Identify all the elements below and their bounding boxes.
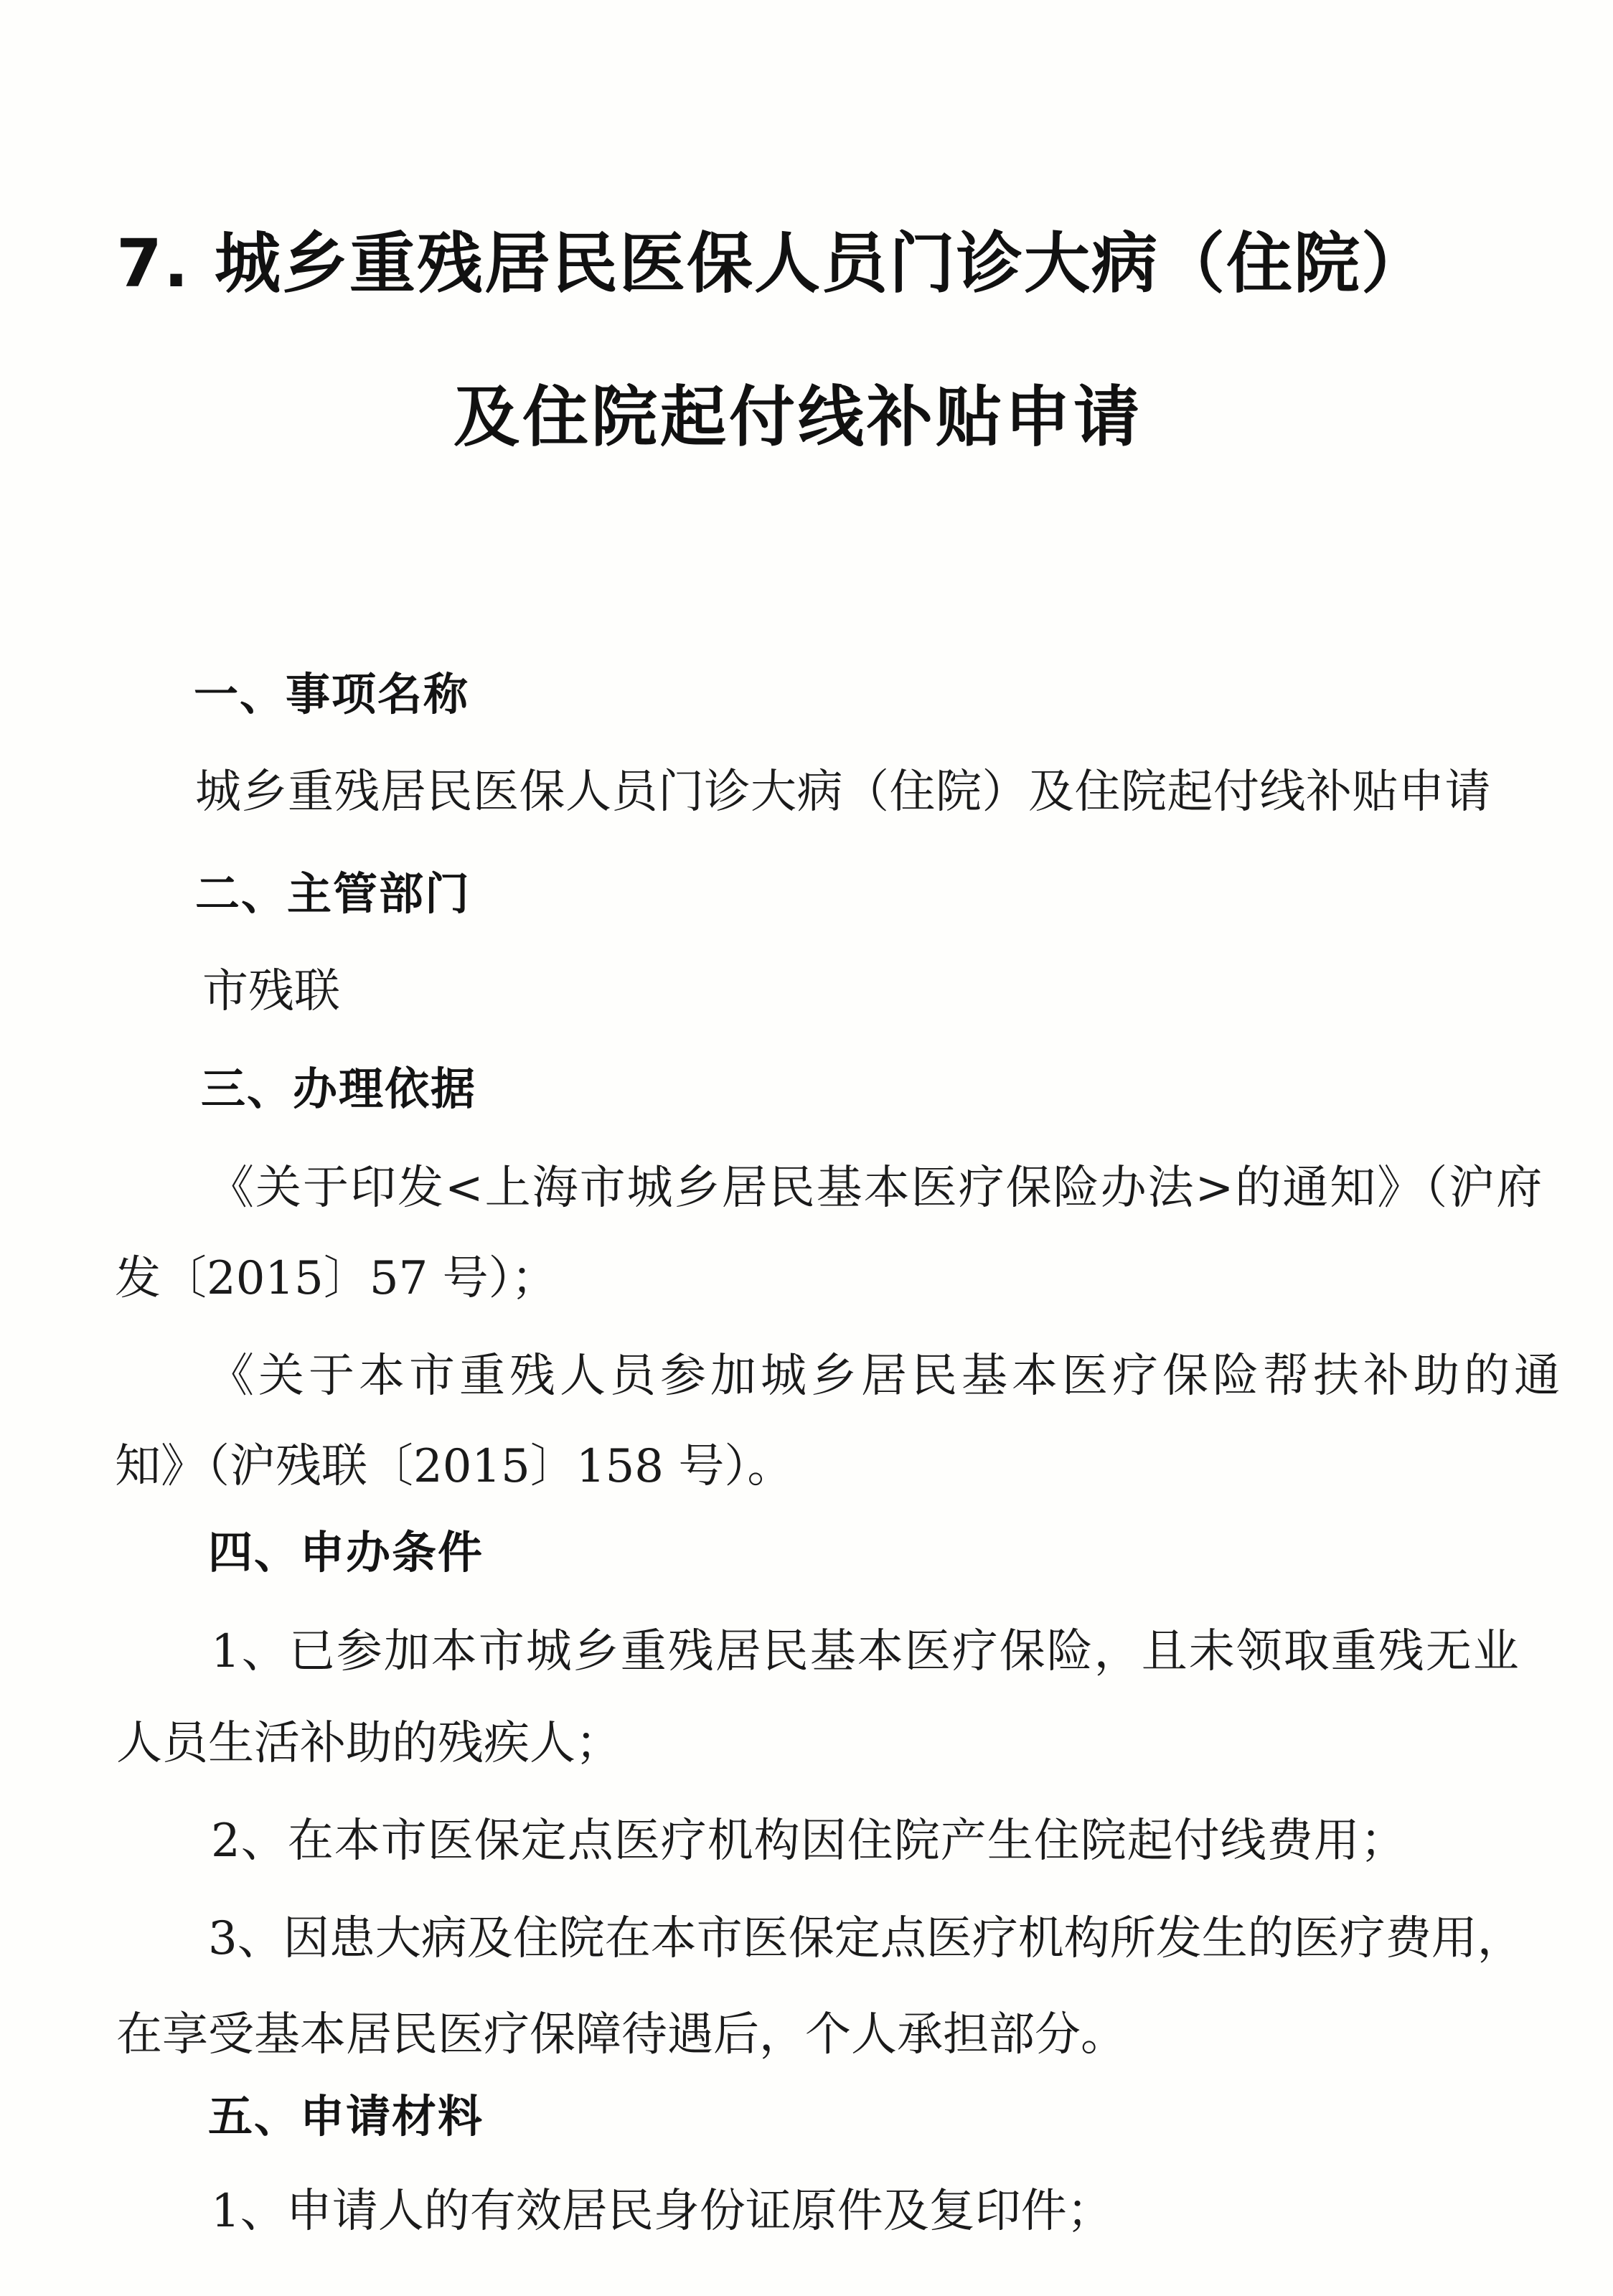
material-1-line-1: 1、申请人的有效居民身份证原件及复印件； [211, 2185, 1113, 2238]
condition-3-line-1: 3、因患大病及住院在本市医保定点医疗机构所发生的医疗费用， [208, 1912, 1523, 1965]
section-heading-conditions: 四、申办条件 [208, 1526, 484, 1578]
section-heading-legal-basis: 三、办理依据 [201, 1063, 477, 1115]
legal-basis-1-line-2: 发〔2015〕57 号）； [115, 1252, 558, 1305]
legal-basis-2-line-1: 《关于本市重残人员参加城乡居民基本医疗保险帮扶补助的通 [208, 1350, 1564, 1403]
legal-basis-1-line-1: 《关于印发<上海市城乡居民基本医疗保险办法>的通知》（沪府 [208, 1162, 1544, 1215]
section-heading-department: 二、主管部门 [195, 867, 471, 920]
condition-1-line-1: 1、已参加本市城乡重残居民基本医疗保险，且未领取重残无业 [211, 1625, 1520, 1678]
section-heading-materials: 五、申请材料 [208, 2090, 484, 2142]
item-name-text: 城乡重残居民医保人员门诊大病（住院）及住院起付线补贴申请 [195, 766, 1491, 819]
section-heading-item-name: 一、事项名称 [194, 668, 470, 720]
document-title-line-1: 7. 城乡重残居民医保人员门诊大病（住院） [116, 225, 1429, 302]
legal-basis-2-line-2: 知》（沪残联〔2015〕158 号）。 [115, 1440, 794, 1493]
document-title-line-2: 及住院起付线补贴申请 [453, 379, 1143, 456]
condition-3-line-2: 在享受基本居民医疗保障待遇后，个人承担部分。 [116, 2008, 1127, 2061]
condition-1-line-2: 人员生活补助的残疾人； [116, 1717, 621, 1770]
condition-2-line-1: 2、在本市医保定点医疗机构因住院产生住院起付线费用； [211, 1815, 1407, 1868]
department-text: 市残联 [202, 965, 340, 1018]
